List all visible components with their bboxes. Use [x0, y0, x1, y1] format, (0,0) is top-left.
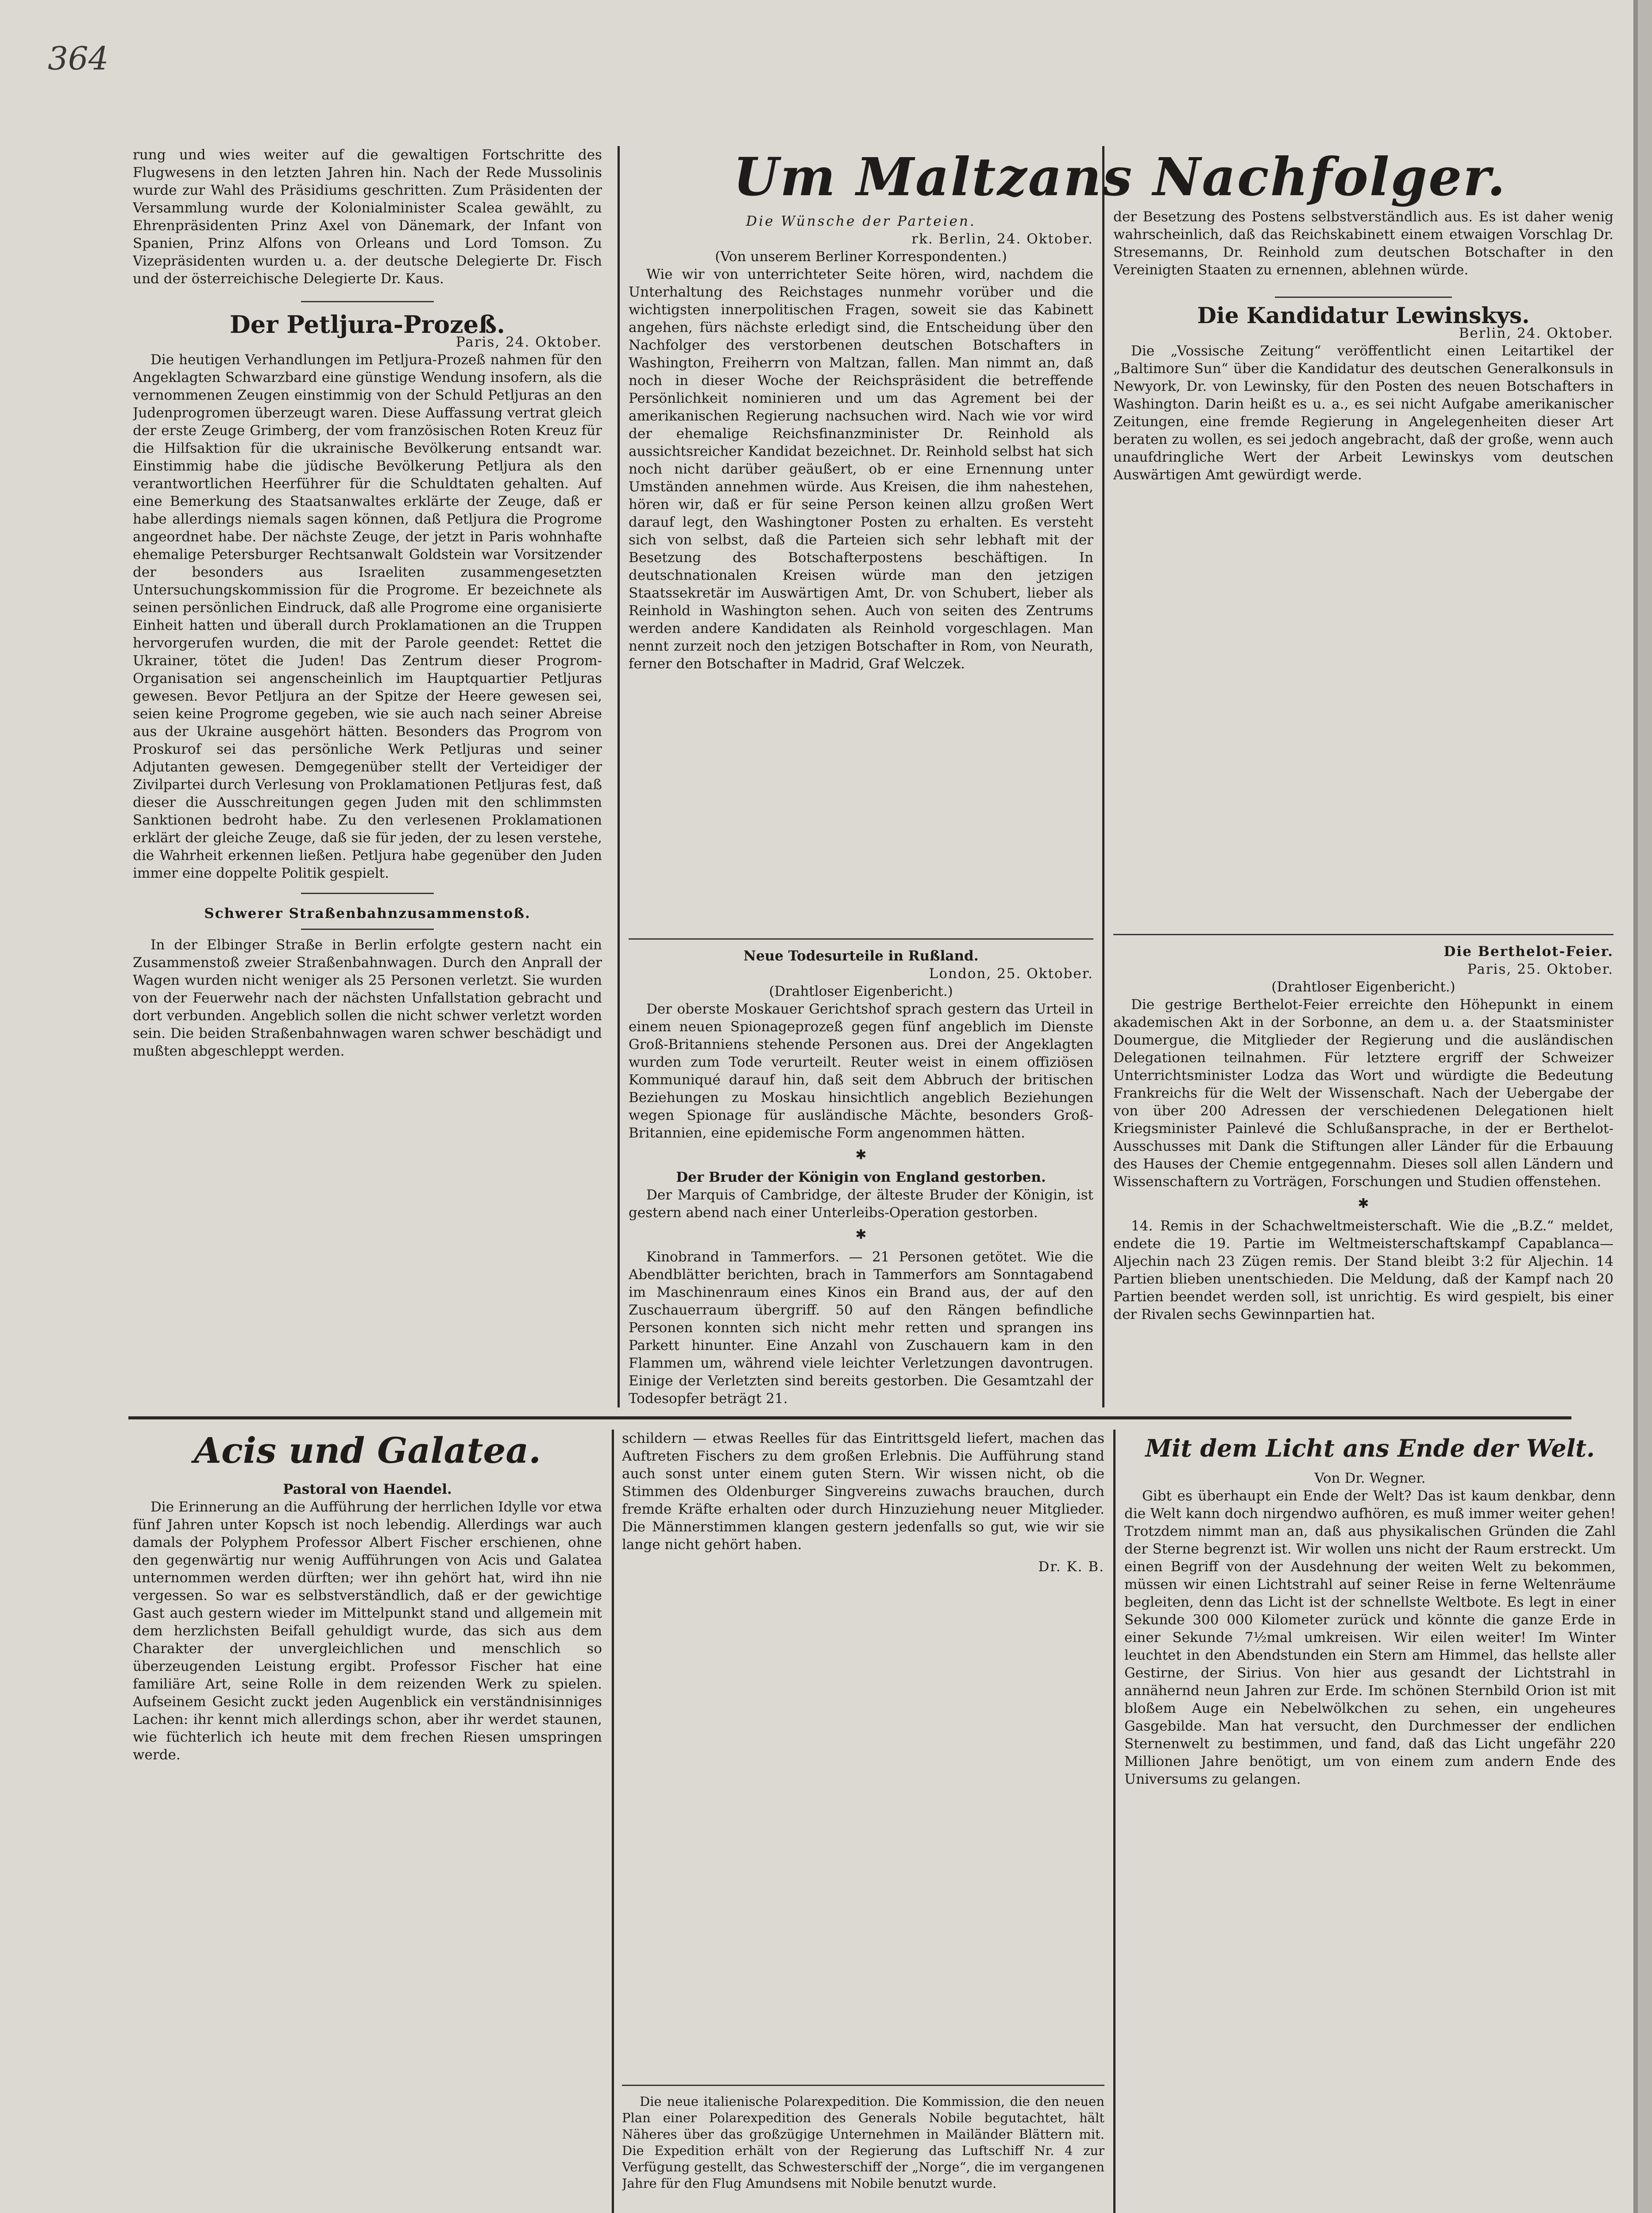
divider: [301, 301, 434, 302]
berthelot-text: Die gestrige Berthelot-Feier erreichte den Höhepunkt in einem akademischen Akt in der Sorbonne, an dem u. a. der Staatsminister Doumergue, die Mitglieder der Regierung und die ausländischen Delegationen teilnahmen. Für letztere ergriff der Schweizer Unterrichtsminister Lodza das Wort und würdigte die Bedeutung Frankreichs für die Welt der Wissenschaft. Nach der Uebergabe der von über 200 Adressen der verschiedenen Delegationen hielt Kriegsminister Painlevé die Schlußansprache, in der er Berthelot-Ausschusses mit Dank die Stiftungen aller Länder für die Erbauung des Hauses der Chemie entgegennahm. Dieses soll allen Ländern und Wissenschaftern zu Vorträgen, Forschungen und Studien offenstehen.: [1113, 997, 1613, 1190]
berthelot-dateline: Paris, 25. Oktober.: [1467, 961, 1613, 977]
todesurteile-text: Der oberste Moskauer Gerichtshof sprach gestern das Urteil in einem neuen Spionageprozeß gegen fünf angeblich im Dienste Groß-Britanniens stehende Personen aus. Drei der Angeklagten wurden zum Tode verurteilt. Reuter weist in einem offiziösen Kommuniqué darauf hin, daß seit dem Abbruch der britischen Beziehungen zu Moskau hinsichtlich angeblich Beziehungen wegen Spionage für ausländische Mächte, besonders Groß-Britannien, eine epidemische Form angenommen hätten.: [629, 1001, 1093, 1141]
acis-subtitle: Pastoral von Haendel.: [283, 1481, 452, 1497]
right-column: [1113, 208, 1613, 929]
adjacent-page-edge: [1638, 0, 1652, 2213]
main-article-column: [629, 212, 1093, 929]
divider: [301, 929, 434, 930]
article-dateline: Paris, 24. Oktober.: [455, 334, 602, 350]
acis-text: Die Erinnerung an die Aufführung der herrlichen Idylle vor etwa fünf Jahren unter Kopsch ist noch lebendig. Allerdings war auch damals der Polyphem Professor Albert Fischer erschienen, ohne den gegenwärtig nur wenig Aufführungen von Acis und Galatea unternommen werden dürften; wer ihn gehört hat, wird ihn nie vergessen. So war es selbstverständlich, daß er der gewichtige Gast auch gestern wieder im Mittelpunkt stand und allgemein mit dem herzlichsten Beifall gehuldigt wurde, das sich aus dem Charakter der unvergleichlichen und menschlich so überzeugenden Leistung ergibt. Professor Fischer hat eine familiäre Art, seine Rolle in dem reizenden Werk zu spielen. Aufseinem Gesicht zuckt jeden Augenblick ein verständnisinniges Lachen: ihr kennt mich allerdings schon, aber ihr werdet staunen, wie füchterlich ich heute mit dem frechen Riesen umspringen werde.: [133, 1499, 602, 1763]
licht-text: Gibt es überhaupt ein Ende der Welt? Das ist kaum denkbar, denn die Welt kann doch nirgendwo aufhören, es muß immer weiter gehen! Trotzdem nimmt man an, daß aus physikalischen Gründen die Zahl der Sterne begrenzt ist. Wir wollen uns nicht der Raum erstreckt. Um einen Begriff von der Ausdehnung der weiten Welt zu bekommen, müssen wir einen Lichtstrahl auf seiner Reise in ferne Weltenräume begleiten, denn das Licht ist der schnellste Weltbote. Es legt in einer Sekunde 300 000 Kilometer zurück und könnte die ganze Erde in einer Sekunde 7½mal umkreisen. Wir eilen weiter! Im Winter leuchtet in den Abendstunden ein Stern am Himmel, das hellste aller Gestirne, der Sirius. Von hier aus gesandt der Lichtstrahl in annähernd neun Jahren zur Erde. Im schönen Sternbild Orion ist mit bloßem Auge ein Nebelwölkchen zu sehen, ein ungeheures Gasgebilde. Man hat versucht, den Durchmesser der endlichen Sternenwelt zu bestimmen, und fand, daß das Licht ungefähr 220 Millionen Jahre benötigt, um von einem zum andern Ende des Universums zu gelangen.: [1124, 1488, 1616, 1787]
acis-column: [133, 1480, 602, 2213]
todesurteile-byline: (Drahtloser Eigenbericht.): [769, 983, 953, 999]
licht-column: [1124, 1469, 1616, 2213]
article-text: Die heutigen Verhandlungen im Petljura-Prozeß nahmen für den Angeklagten Schwarzbard eine günstige Wendung insofern, als die vernommenen Zeugen einstimmig von der Schuld Petljuras an den Judenprogromen überzeugt waren. Diese Auffassung vertrat gleich der erste Zeuge Grimberg, der vom französischen Roten Kreuz für die Hilfsaktion für die ukrainische Bevölkerung entsandt war. Einstimmig habe die jüdische Bevölkerung Petljura als den verantwortlichen Heerführer für die Schuldtaten gehalten. Auf eine Bemerkung des Staatsanwaltes erklärte der Zeuge, daß er habe allerdings niemals sagen können, daß Petljura die Progrome angeordnet habe. Der nächste Zeuge, der jetzt in Paris wohnhafte ehemalige Petersburger Rechtsanwalt Goldstein war Vorsitzender der besonders aus Israeliten zusammengesetzten Untersuchungskommission für die Progrome. Er bezeichnete als seinen persönlichen Eindruck, daß alle Progrome eine organisierte Einheit hatten und überall durch Proklamationen an die Truppen hervorgerufen wurden, die mit der Parole geendet: Rettet die Ukrainer, tötet die Juden! Das Zentrum dieser Progrom-Organisation sei angenscheinlich im Hauptquartier Petljuras gewesen. Bevor Petljura an der Spitze der Heere gewesen sei, seien keine Progrome gegeben, wie sie auch nach seiner Abreise aus der Ukraine ausgehört hätten. Besonders das Progrom von Proskurof sei das persönliche Werk Petljuras und seiner Adjutanten gewesen. Demgegenüber stellt der Verteidiger der Zivilpartei durch Verlesung von Proklamationen Petljuras fest, daß dieser die Ausschreitungen gegen Juden mit den schlimmsten Sanktionen bedroht habe. Zu den verlesenen Proklamationen erklärt der gleiche Zeuge, daß sie für jeden, der zu lesen verstehe, die Wahrheit erkennen ließen. Petljura habe gegenüber den Juden immer eine doppelte Politik gespielt.: [133, 352, 602, 881]
separator-star: ✱: [855, 1147, 867, 1163]
acis-headline: Acis und Galatea.: [193, 1430, 541, 1471]
column-rule-3: [612, 1430, 614, 2213]
page-edge-shadow: [1633, 0, 1638, 2213]
main-dateline: rk. Berlin, 24. Oktober.: [911, 231, 1093, 247]
page-number: 364: [48, 40, 109, 77]
column-rule-4: [1113, 1430, 1115, 2213]
licht-byline: Von Dr. Wegner.: [1314, 1470, 1426, 1486]
licht-headline: Mit dem Licht ans Ende der Welt.: [1145, 1434, 1595, 1462]
polar-column: [622, 2093, 1104, 2213]
article-title: Der Petljura-Prozeß.: [230, 310, 505, 339]
note-text: Der Marquis of Cambridge, der älteste Bruder der Königin, ist gestern abend nach einer Unterleibs-Operation gestorben.: [629, 1187, 1093, 1221]
todesurteile-dateline: London, 25. Oktober.: [929, 966, 1093, 982]
main-text: Wie wir von unterrichteter Seite hören, wird, nachdem die Unterhaltung des Reichstages nunmehr vorüber und die wichtigsten innerpolitischen Fragen, soweit sie das Kabinett angehen, fürs nächste erledigt sind, die Entscheidung über den Nachfolger des verstorbenen deutschen Botschafters in Washington, Freiherrn von Maltzan, fallen. Man nimmt an, daß noch in dieser Woche der Reichspräsident die betreffende Persönlichkeit nominieren und um das Agrement bei der amerikanischen Regierung nachsuchen wird. Nach wie vor wird der ehemalige Reichsfinanzminister Dr. Reinhold als aussichtsreicher Kandidat bezeichnet. Dr. Reinhold selbst hat sich noch nicht darüber geäußert, ob er eine Ernennung unter Umständen annehmen würde. Aus Kreisen, die ihm nahestehen, hören wir, daß er für seine Person keinen allzu großen Wert darauf legt, den Washingtoner Posten zu erhalten. Es versteht sich von selbst, daß die Parteien sich sehr lebhaft mit der Besetzung des Botschafterpostens beschäftigen. In deutschnationalen Kreisen würde man den jetzigen Staatssekretär im Auswärtigen Amt, Dr. von Schubert, lieber als Reinhold in Washington sehen. Auch von seiten des Zentrums werden andere Kandidaten als Reinhold vorgeschlagen. Man nennt zurzeit noch den jetzigen Botschafter in Rom, von Neurath, ferner den Botschafter in Madrid, Graf Welczek.: [629, 266, 1093, 672]
todesurteile-column: [629, 947, 1093, 1407]
berthelot-byline: (Drahtloser Eigenbericht.): [1271, 979, 1455, 995]
divider: [1113, 934, 1613, 935]
section-divider: [128, 1416, 1571, 1419]
todesurteile-title: Neue Todesurteile in Rußland.: [743, 948, 979, 964]
short-text: In der Elbinger Straße in Berlin erfolgte gestern nacht ein Zusammenstoß zweier Straßenbahnwagen. Durch den Anprall der Wagen wurden nicht weniger als 25 Personen verletzt. Sie wurden von der Feuerwehr nach der nächsten Unfallstation gebracht und dort verbunden. Angeblich sollen die nicht schwer verletzt worden sein. Die beiden Straßenbahnwagen waren schwer beschädigt und mußten abgeschleppt werden.: [133, 937, 602, 1059]
divider: [629, 938, 1093, 940]
acis-continuation: schildern — etwas Reelles für das Eintrittsgeld liefert, machen das Auftreten Fischers zu dem großen Erlebnis. Die Aufführung stand auch sonst unter einem guten Stern. Wir wissen nicht, ob die Stimmen des Oldenburger Singvereins zuwachs brauchen, durch fremde Kräfte erhalten oder durch Hinzuziehung neuer Mitglieder. Die Männerstimmen klangen gestern jedenfalls so gut, wie wir sie lange nicht gehört haben.: [622, 1430, 1104, 1553]
separator-star: ✱: [1358, 1196, 1369, 1211]
divider: [301, 893, 434, 894]
column-rule-2: [1102, 146, 1104, 1407]
kandidatur-dateline: Berlin, 24. Oktober.: [1459, 325, 1613, 341]
berthelot-title: Die Berthelot-Feier.: [1444, 944, 1613, 960]
separator-star: ✱: [855, 1227, 867, 1242]
divider: [1275, 297, 1452, 298]
main-byline: (Von unserem Berliner Korrespondenten.): [715, 249, 1007, 265]
kino-text: Kinobrand in Tammerfors. — 21 Personen getötet. Wie die Abendblätter berichten, brach in Tammerfors am Sonntagabend im Maschinenraum eines Kinos ein Brand aus, der auf den Zuschauerraum übergriff. 50 auf den Rängen befindliche Personen konnten sich nicht mehr retten und sprangen ins Parkett hinunter. Eine Anzahl von Zuschauern kam in den Flammen um, während viele leichter Verletzungen davontrugen. Einige der Verletzten sind bereits gestorben. Die Gesamtzahl der Todesopfer beträgt 21.: [629, 1249, 1093, 1407]
berthelot-column: [1113, 943, 1613, 1407]
main-subtitle: Die Wünsche der Parteien.: [746, 213, 976, 229]
main-continuation: der Besetzung des Postens selbstverständlich aus. Es ist daher wenig wahrscheinlich, daß das Reichskabinett einem etwaigen Vorschlag Dr. Stresemanns, Dr. Reinhold zum deutschen Botschafter in den Vereinigten Staaten zu ernennen, ablehnen würde.: [1113, 209, 1613, 278]
polar-text: Die neue italienische Polarexpedition. Die Kommission, die den neuen Plan einer Polarexpedition des Generals Nobile begutachtet, hält Näheres über das großzügige Unternehmen in Mailänder Blättern mit. Die Expedition erhält von der Regierung das Luftschiff Nr. 4 zur Verfügung gestellt, das Schwesterschiff der „Norge“, die im vergangenen Jahre für den Flug Amundsens mit Nobile benutzt wurde.: [622, 2094, 1104, 2191]
kandidatur-title: Die Kandidatur Lewinskys.: [1197, 302, 1530, 328]
divider: [622, 2085, 1104, 2086]
column-rule-1: [618, 146, 620, 1407]
kandidatur-text: Die „Vossische Zeitung“ veröffentlicht einen Leitartikel der „Baltimore Sun“ über die Kandidatur des deutschen Generalkonsuls in Newyork, Dr. von Lewinsky, für den Posten des neuen Botschafters in Washington. Darin heißt es u. a., es sei nicht Aufgabe amerikanischer Zeitungen, eine fremde Regierung in Angelegenheiten dieser Art beraten zu wollen, es sei jedoch angebracht, daß der große, wenn auch unaufdringliche Wert der Arbeit Lewinskys vom deutschen Auswärtigen Amt gewürdigt werde.: [1113, 343, 1613, 483]
intro-text: rung und wies weiter auf die gewaltigen Fortschritte des Flugwesens in den letzten Jahren hin. Nach der Rede Mussolinis wurde zur Wahl des Präsidiums geschritten. Zum Präsidenten der Versammlung wurde der Kolonialminister Scalea gewählt, zu Ehrenpräsidenten Prinz Axel von Dänemark, der Infant von Spanien, Prinz Alfons von Orleans und Lord Tomson. Zu Vizepräsidenten wurden u. a. der deutsche Delegierte Dr. Fisch und der österreichische Delegierte Dr. Kaus.: [133, 147, 602, 287]
short-title: Schwerer Straßenbahnzusammenstoß.: [204, 906, 531, 921]
schach-text: 14. Remis in der Schachweltmeisterschaft. Wie die „B.Z.“ meldet, endete die 19. Partie im Weltmeisterschaftskampf Capablanca—Aljechin nach 23 Zügen remis. Der Stand bleibt 3:2 für Aljechin. 14 Partien blieben unentschieden. Die Meldung, daß der Kampf nach 20 Partien beendet werden soll, ist unrichtig. Es wird gespielt, bis einer der Rivalen sechs Gewinnpartien hat.: [1113, 1218, 1613, 1322]
acis-continuation-column: [622, 1430, 1104, 2080]
note-title: Der Bruder der Königin von England gestorben.: [676, 1169, 1046, 1185]
acis-signature: Dr. K. B.: [1038, 1559, 1104, 1575]
main-headline: Um Maltzans Nachfolger.: [733, 146, 1507, 208]
left-column: [133, 146, 602, 1412]
